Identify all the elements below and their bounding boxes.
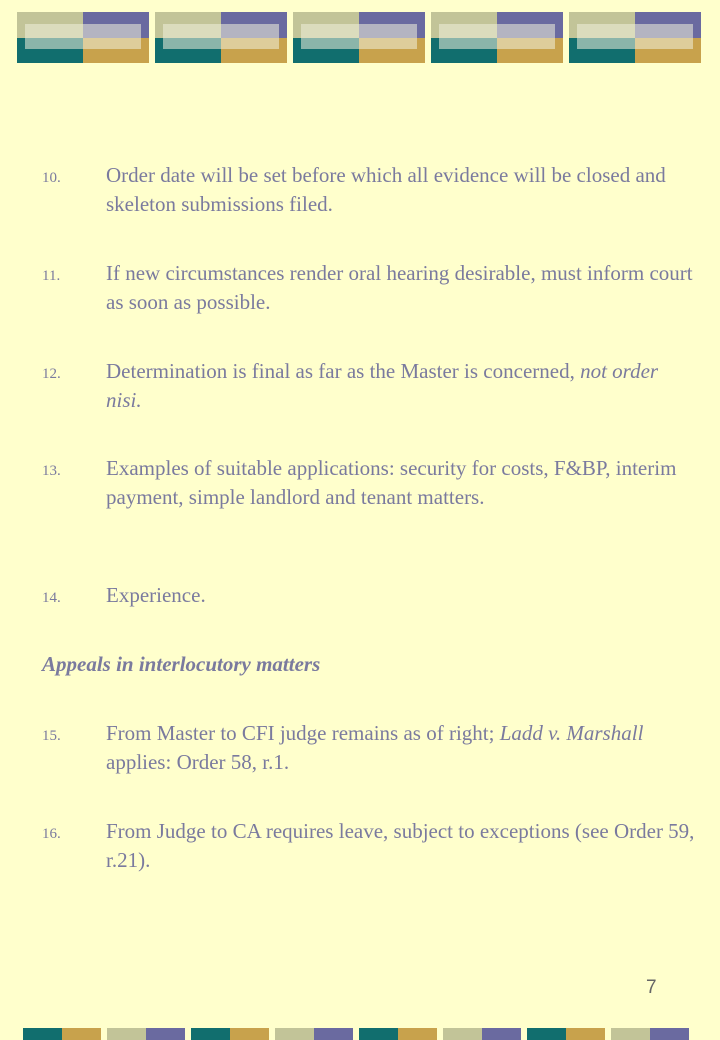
item-number: 12. xyxy=(42,366,61,382)
case-citation-italic: Ladd v. Marshall xyxy=(499,721,644,745)
decorative-tile xyxy=(155,12,287,63)
decorative-tile xyxy=(17,12,149,63)
decorative-segment xyxy=(443,1028,482,1040)
item-number: 15. xyxy=(42,728,61,744)
decorative-segment xyxy=(191,1028,230,1040)
decorative-tile xyxy=(431,12,563,63)
section-heading: Appeals in interlocutory matters xyxy=(42,652,321,676)
decorative-segment xyxy=(398,1028,437,1040)
item-text-plain: applies: Order 58, r.1. xyxy=(106,750,290,774)
decorative-segment xyxy=(650,1028,689,1040)
decorative-segment xyxy=(146,1028,185,1040)
decorative-segment xyxy=(359,1028,398,1040)
decorative-segment xyxy=(611,1028,650,1040)
top-decorative-band xyxy=(17,12,707,63)
decorative-tile xyxy=(293,12,425,63)
item-text: Experience. xyxy=(106,583,206,607)
decorative-segment xyxy=(107,1028,146,1040)
decorative-segment xyxy=(566,1028,605,1040)
decorative-segment xyxy=(314,1028,353,1040)
decorative-tile xyxy=(569,12,701,63)
item-text-italic: not order nisi. xyxy=(106,359,659,412)
item-number: 14. xyxy=(42,590,61,606)
item-text: If new circumstances render oral hearing desirable, must inform court as soon as possible. xyxy=(106,261,693,314)
item-text: Examples of suitable applications: security for costs, F&BP, interim payment, simple landlord and tenant matters. xyxy=(106,456,677,509)
item-number: 13. xyxy=(42,463,61,479)
item-number: 11. xyxy=(42,268,61,284)
item-text-plain: Determination is final as far as the Master is concerned, xyxy=(106,359,581,383)
item-text: Order date will be set before which all evidence will be closed and skeleton submissions filed. xyxy=(106,163,666,216)
item-number: 16. xyxy=(42,826,61,842)
page-number: 7 xyxy=(646,977,657,998)
item-text xyxy=(106,357,696,415)
decorative-segment xyxy=(482,1028,521,1040)
decorative-segment xyxy=(527,1028,566,1040)
decorative-segment xyxy=(23,1028,62,1040)
item-text xyxy=(106,719,696,777)
decorative-segment xyxy=(230,1028,269,1040)
decorative-segment xyxy=(275,1028,314,1040)
item-text: From Judge to CA requires leave, subject to exceptions (see Order 59, r.21). xyxy=(106,819,695,872)
item-number: 10. xyxy=(42,170,61,186)
item-text-plain: From Master to CFI judge remains as of right; xyxy=(106,721,500,745)
decorative-segment xyxy=(62,1028,101,1040)
bottom-decorative-band xyxy=(23,1028,695,1040)
